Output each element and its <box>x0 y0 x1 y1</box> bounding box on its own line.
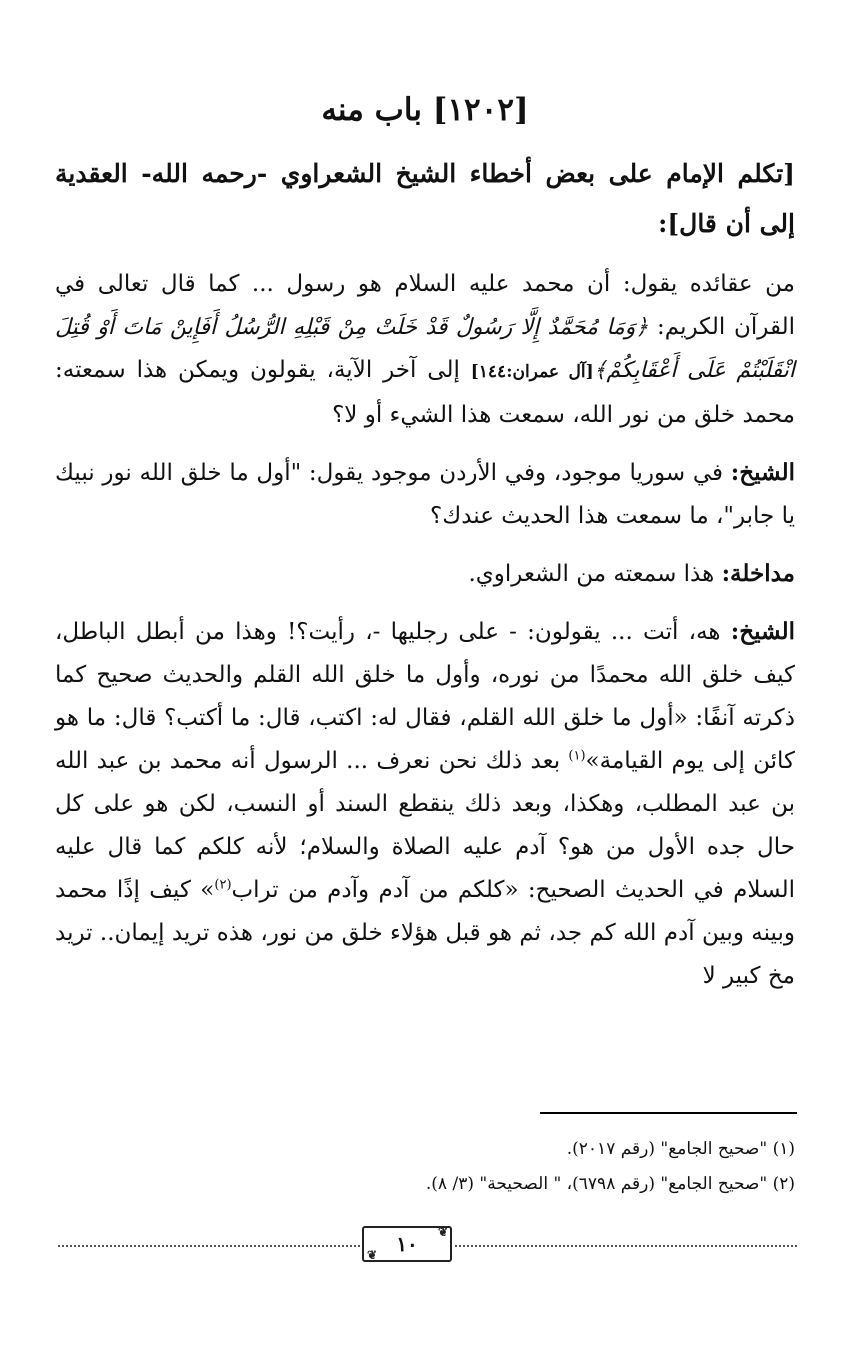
page-number-box <box>362 1226 452 1262</box>
paragraph-1-text-a: من عقائده يقول: أن محمد عليه السلام هو رسول ... كما قال تعالى في القرآن الكريم: <box>55 271 795 341</box>
main-text <box>55 92 795 1012</box>
paragraph-1 <box>55 263 795 437</box>
page-number: ١٠ <box>396 1232 418 1256</box>
paragraph-4-text-b: بعد ذلك نحن نعرف ... الرسول أنه محمد بن عبد الله بن عبد المطلب، وهكذا، وبعد ذلك ينقطع السند أو النسب، لكن هو على كل حال جده الأول من هو؟ آدم عليه الصلاة والسلام؛ لأنه كلكم كما قال عليه السلام في الحديث الصحيح: «كلكم من آدم وآدم من تراب <box>55 748 795 904</box>
intro-paragraph: [تكلم الإمام على بعض أخطاء الشيخ الشعراوي -رحمه الله- العقدية إلى أن قال]: <box>55 159 795 239</box>
verse-reference: [آل عمران:١٤٤] <box>470 362 594 383</box>
paragraph-1-text-b: إلى آخر الآية، يقولون ويمكن هذا سمعته: محمد خلق من نور الله، سمعت هذا الشيء أو لا؟ <box>55 357 795 429</box>
paragraph-3-text: هذا سمعته من الشعراوي. <box>468 561 722 588</box>
footnote-marker-2[interactable]: (٢) <box>214 877 232 893</box>
dotted-rule-right <box>455 1245 797 1247</box>
speaker-label: الشيخ: <box>730 618 795 646</box>
quran-verse: ﴿وَمَا مُحَمَّدٌ إِلَّا رَسُولٌ قَدْ خَلَتْ مِنْ قَبْلِهِ الرُّسُلُ أَفَإِينْ مَاتَ أَوْ قُتِلَ انْقَلَبْتُمْ عَلَى أَعْقَابِكُمْ﴾ <box>55 315 795 384</box>
paragraph-4 <box>55 610 795 998</box>
footnote-1: (١) "صحيح الجامع" (رقم ٢٠١٧). <box>566 1139 795 1159</box>
chapter-heading: [١٢٠٢] باب منه <box>321 92 529 128</box>
ornament-icon: ❦ <box>437 1225 448 1239</box>
paragraph-3 <box>55 552 795 596</box>
speaker-label: الشيخ: <box>730 459 795 487</box>
paragraph-2 <box>55 451 795 538</box>
speaker-label: مداخلة: <box>721 560 795 588</box>
ornament-icon: ❦ <box>367 1248 378 1262</box>
paragraph-4-text-a: هه، أتت ... يقولون: - على رجليها -، رأيت؟! وهذا من أبطل الباطل، كيف خلق الله محمدًا من نوره، وأول ما خلق الله القلم والحديث صحيح كما ذكرته آنفًا: «أول ما خلق الله القلم، فقال له: اكتب، قال: ما أكتب؟ قال: ما هو كائن إلى يوم القيامة» <box>55 619 795 775</box>
dotted-rule-left <box>58 1245 360 1247</box>
footnote-2: (٢) "صحيح الجامع" (رقم ٦٧٩٨)، " الصحيحة" (٣/ ٨). <box>425 1174 795 1194</box>
footnote-separator <box>540 1112 797 1114</box>
paragraph-4-text-c: » كيف إذًا محمد وبينه وبين آدم الله كم جد، ثم هو قبل هؤلاء خلق من نور، هذه تريد إيمان.. تريد مخ كبير لا <box>55 877 795 990</box>
paragraph-2-text: في سوريا موجود، وفي الأردن موجود يقول: "أول ما خلق الله نور نبيك يا جابر"، ما سمعت هذا الحديث عندك؟ <box>55 460 795 530</box>
footnotes <box>55 1132 795 1202</box>
footnote-marker-1[interactable]: (١) <box>568 748 586 764</box>
